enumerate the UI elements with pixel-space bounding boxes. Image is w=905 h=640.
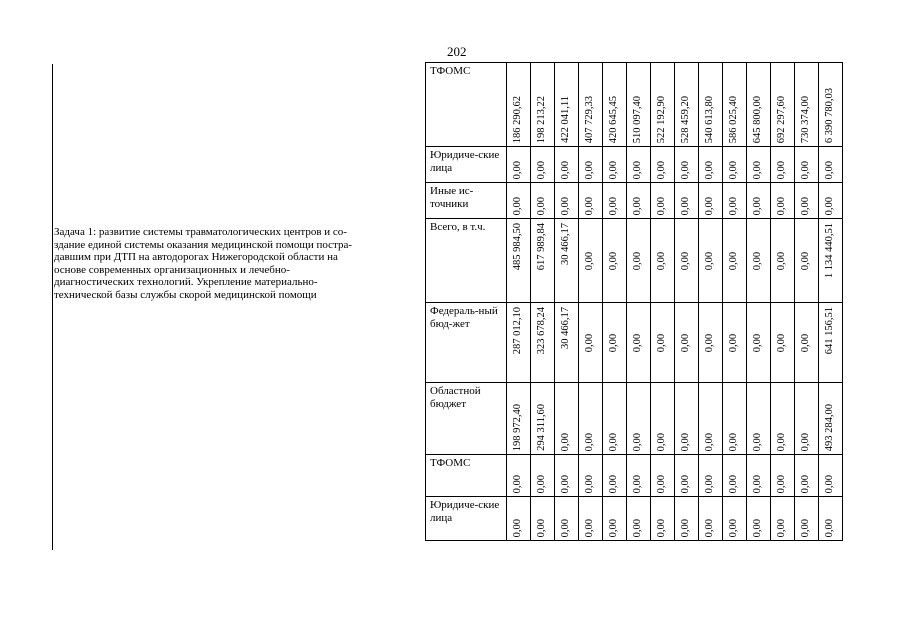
amount-cell [675, 63, 699, 147]
amount-value: 0,00 [584, 474, 595, 493]
funding-source-label: Всего, в т.ч. [426, 219, 507, 303]
amount-value: 0,00 [776, 251, 787, 270]
funding-source-label: Областной бюджет [426, 383, 507, 455]
amount-value: 287 012,10 [512, 307, 523, 355]
amount-cell [555, 183, 579, 219]
amount-value: 323 678,24 [536, 307, 547, 355]
amount-value: 0,00 [560, 432, 571, 451]
amount-value: 0,00 [728, 518, 739, 537]
amount-cell [555, 219, 579, 303]
task-line: здание единой системы оказания медицинской помощи постра- [54, 238, 353, 251]
amount-value: 0,00 [704, 160, 715, 179]
amount-value: 0,00 [680, 251, 691, 270]
amount-cell [675, 383, 699, 455]
amount-value: 0,00 [776, 160, 787, 179]
amount-value: 420 645,45 [608, 95, 619, 143]
left-border-line [52, 64, 53, 550]
amount-cell [747, 455, 771, 497]
funding-source-label: Иные ис-точники [426, 183, 507, 219]
amount-cell [795, 303, 819, 383]
amount-value: 0,00 [608, 333, 619, 352]
amount-value: 0,00 [800, 251, 811, 270]
amount-value: 540 613,80 [704, 95, 715, 143]
amount-cell [699, 383, 723, 455]
amount-value: 0,00 [656, 160, 667, 179]
amount-value: 0,00 [728, 474, 739, 493]
amount-value: 30 466,17 [560, 307, 571, 349]
amount-cell [555, 497, 579, 541]
amount-cell [747, 497, 771, 541]
amount-value: 198 972,40 [512, 403, 523, 451]
amount-value: 0,00 [608, 160, 619, 179]
amount-cell [747, 183, 771, 219]
amount-value: 0,00 [584, 160, 595, 179]
amount-cell [771, 147, 795, 183]
table-row [426, 383, 843, 455]
amount-cell [651, 63, 675, 147]
amount-cell [627, 497, 651, 541]
amount-cell [771, 303, 795, 383]
amount-cell [651, 455, 675, 497]
amount-value: 0,00 [728, 432, 739, 451]
amount-value: 0,00 [584, 333, 595, 352]
amount-cell [627, 183, 651, 219]
amount-cell [723, 63, 747, 147]
amount-cell [819, 303, 843, 383]
amount-value: 0,00 [752, 432, 763, 451]
amount-cell [627, 455, 651, 497]
amount-cell [675, 497, 699, 541]
amount-cell [555, 455, 579, 497]
amount-value: 0,00 [656, 333, 667, 352]
funding-source-label: Юридиче-ские лица [426, 497, 507, 541]
amount-cell [795, 147, 819, 183]
amount-value: 0,00 [728, 333, 739, 352]
amount-value: 0,00 [752, 196, 763, 215]
amount-value: 0,00 [536, 196, 547, 215]
amount-cell [627, 219, 651, 303]
amount-cell [579, 497, 603, 541]
amount-cell [771, 455, 795, 497]
funding-source-label: Федераль-ный бюд-жет [426, 303, 507, 383]
amount-cell [771, 63, 795, 147]
amount-value: 0,00 [656, 518, 667, 537]
amount-cell [627, 383, 651, 455]
task-line: диагностических технологий. Укрепление материально- [54, 276, 318, 289]
amount-cell [507, 455, 531, 497]
amount-cell [795, 183, 819, 219]
amount-cell [531, 303, 555, 383]
amount-value: 0,00 [512, 196, 523, 215]
amount-value: 485 984,50 [512, 223, 523, 271]
amount-cell [819, 219, 843, 303]
amount-cell [507, 147, 531, 183]
amount-value: 0,00 [560, 196, 571, 215]
amount-value: 0,00 [536, 160, 547, 179]
amount-value: 0,00 [800, 160, 811, 179]
amount-cell [795, 63, 819, 147]
amount-cell [795, 383, 819, 455]
table-row [426, 63, 843, 147]
amount-cell [627, 303, 651, 383]
amount-cell [723, 455, 747, 497]
amount-value: 0,00 [752, 160, 763, 179]
amount-cell [579, 383, 603, 455]
page-number: 202 [447, 44, 467, 59]
amount-value: 0,00 [656, 432, 667, 451]
amount-value: 0,00 [728, 196, 739, 215]
amount-cell [579, 147, 603, 183]
amount-cell [603, 147, 627, 183]
table-row [426, 147, 843, 183]
amount-value: 0,00 [608, 251, 619, 270]
amount-value: 0,00 [704, 474, 715, 493]
amount-cell [819, 455, 843, 497]
amount-cell [723, 219, 747, 303]
amount-cell [579, 455, 603, 497]
amount-cell [819, 497, 843, 541]
amount-cell [771, 383, 795, 455]
amount-cell [579, 183, 603, 219]
amount-value: 730 374,00 [800, 95, 811, 143]
amount-value: 0,00 [560, 518, 571, 537]
amount-value: 0,00 [632, 432, 643, 451]
amount-cell [507, 497, 531, 541]
amount-value: 30 466,17 [560, 223, 571, 265]
amount-cell [507, 219, 531, 303]
amount-value: 0,00 [632, 518, 643, 537]
amount-value: 422 041,11 [560, 96, 571, 143]
task-description [54, 226, 422, 302]
amount-value: 0,00 [704, 251, 715, 270]
amount-value: 0,00 [608, 432, 619, 451]
amount-value: 0,00 [560, 160, 571, 179]
amount-value: 0,00 [584, 518, 595, 537]
amount-cell [651, 383, 675, 455]
amount-value: 0,00 [680, 333, 691, 352]
amount-cell [627, 63, 651, 147]
amount-cell [603, 63, 627, 147]
amount-value: 0,00 [824, 518, 835, 537]
amount-cell [531, 497, 555, 541]
amount-cell [723, 497, 747, 541]
amount-cell [723, 303, 747, 383]
amount-value: 0,00 [776, 432, 787, 451]
amount-cell [579, 63, 603, 147]
amount-cell [699, 63, 723, 147]
amount-cell [747, 303, 771, 383]
amount-cell [507, 183, 531, 219]
amount-value: 0,00 [608, 474, 619, 493]
amount-value: 0,00 [512, 518, 523, 537]
amount-value: 0,00 [536, 474, 547, 493]
amount-cell [771, 183, 795, 219]
amount-value: 0,00 [584, 196, 595, 215]
amount-value: 186 290,62 [512, 95, 523, 143]
amount-value: 0,00 [752, 251, 763, 270]
amount-cell [555, 63, 579, 147]
amount-value: 493 284,00 [824, 403, 835, 451]
amount-cell [603, 455, 627, 497]
amount-cell [819, 383, 843, 455]
amount-value: 0,00 [656, 196, 667, 215]
amount-cell [675, 147, 699, 183]
amount-value: 0,00 [776, 196, 787, 215]
amount-value: 0,00 [512, 474, 523, 493]
amount-value: 1 134 440,51 [824, 223, 835, 279]
table-row [426, 303, 843, 383]
amount-value: 0,00 [800, 196, 811, 215]
amount-cell [555, 383, 579, 455]
amount-value: 0,00 [752, 518, 763, 537]
amount-value: 0,00 [800, 518, 811, 537]
amount-value: 0,00 [680, 474, 691, 493]
amount-cell [747, 383, 771, 455]
amount-cell [603, 383, 627, 455]
amount-value: 0,00 [608, 518, 619, 537]
amount-cell [747, 147, 771, 183]
amount-cell [651, 147, 675, 183]
amount-cell [531, 63, 555, 147]
amount-value: 0,00 [776, 518, 787, 537]
amount-value: 0,00 [752, 333, 763, 352]
task-line: Задача 1: развитие системы травматологических центров и со- [54, 226, 347, 238]
amount-value: 0,00 [704, 432, 715, 451]
amount-cell [627, 147, 651, 183]
amount-cell [819, 147, 843, 183]
amount-cell [531, 183, 555, 219]
amount-value: 0,00 [512, 160, 523, 179]
amount-cell [651, 303, 675, 383]
amount-value: 0,00 [800, 474, 811, 493]
amount-value: 0,00 [680, 432, 691, 451]
amount-value: 0,00 [704, 333, 715, 352]
funding-source-label: Юридиче-ские лица [426, 147, 507, 183]
amount-value: 0,00 [800, 333, 811, 352]
amount-value: 0,00 [584, 432, 595, 451]
amount-value: 6 390 780,03 [824, 87, 835, 143]
amount-cell [579, 303, 603, 383]
task-line: технической базы службы скорой медицинской помощи [54, 288, 317, 301]
amount-cell [507, 63, 531, 147]
amount-cell [531, 383, 555, 455]
amount-value: 0,00 [632, 196, 643, 215]
amount-value: 0,00 [704, 196, 715, 215]
amount-cell [603, 183, 627, 219]
amount-value: 0,00 [824, 474, 835, 493]
amount-cell [699, 303, 723, 383]
table-row [426, 183, 843, 219]
amount-value: 0,00 [632, 474, 643, 493]
amount-value: 0,00 [632, 251, 643, 270]
amount-value: 0,00 [728, 160, 739, 179]
amount-cell [699, 455, 723, 497]
amount-value: 0,00 [680, 196, 691, 215]
funding-source-label: ТФОМС [426, 63, 507, 147]
amount-cell [651, 183, 675, 219]
amount-value: 586 025,40 [728, 95, 739, 143]
amount-cell [795, 497, 819, 541]
amount-cell [651, 219, 675, 303]
amount-cell [699, 183, 723, 219]
amount-cell [651, 497, 675, 541]
amount-value: 528 459,20 [680, 95, 691, 143]
amount-cell [603, 219, 627, 303]
amount-cell [603, 497, 627, 541]
amount-value: 0,00 [800, 432, 811, 451]
amount-value: 198 213,22 [536, 95, 547, 143]
amount-value: 0,00 [728, 251, 739, 270]
amount-cell [699, 497, 723, 541]
amount-cell [723, 183, 747, 219]
amount-cell [531, 147, 555, 183]
amount-value: 0,00 [584, 251, 595, 270]
amount-cell [555, 303, 579, 383]
amount-cell [579, 219, 603, 303]
amount-value: 641 156,51 [824, 307, 835, 355]
amount-value: 0,00 [536, 518, 547, 537]
task-line: основе современных организационных и лечебно- [54, 263, 290, 276]
funding-source-label: ТФОМС [426, 455, 507, 497]
amount-cell [723, 383, 747, 455]
amount-value: 0,00 [680, 160, 691, 179]
amount-value: 510 097,40 [632, 95, 643, 143]
table-row [426, 219, 843, 303]
amount-cell [747, 63, 771, 147]
amount-cell [747, 219, 771, 303]
amount-cell [675, 183, 699, 219]
amount-value: 0,00 [680, 518, 691, 537]
amount-cell [699, 219, 723, 303]
amount-value: 0,00 [656, 251, 667, 270]
amount-cell [675, 455, 699, 497]
amount-cell [531, 219, 555, 303]
amount-value: 522 192,90 [656, 95, 667, 143]
amount-value: 0,00 [824, 196, 835, 215]
amount-value: 0,00 [560, 474, 571, 493]
amount-value: 0,00 [656, 474, 667, 493]
amount-cell [555, 147, 579, 183]
amount-cell [507, 383, 531, 455]
amount-cell [507, 303, 531, 383]
table-row [426, 497, 843, 541]
amount-cell [723, 147, 747, 183]
amount-cell [675, 219, 699, 303]
amount-value: 0,00 [632, 333, 643, 352]
funding-table [425, 62, 843, 541]
amount-cell [795, 219, 819, 303]
amount-value: 617 989,84 [536, 223, 547, 271]
amount-cell [771, 497, 795, 541]
amount-value: 0,00 [704, 518, 715, 537]
amount-cell [603, 303, 627, 383]
amount-value: 0,00 [776, 333, 787, 352]
amount-value: 0,00 [776, 474, 787, 493]
amount-cell [531, 455, 555, 497]
amount-value: 294 311,60 [536, 404, 547, 451]
task-line: давшим при ДТП на автодорогах Нижегородской области на [54, 251, 338, 264]
amount-value: 0,00 [824, 160, 835, 179]
amount-value: 407 729,33 [584, 95, 595, 143]
amount-value: 0,00 [608, 196, 619, 215]
amount-value: 0,00 [632, 160, 643, 179]
amount-cell [675, 303, 699, 383]
amount-cell [819, 63, 843, 147]
amount-value: 692 297,60 [776, 95, 787, 143]
amount-value: 645 800,00 [752, 95, 763, 143]
amount-cell [819, 183, 843, 219]
amount-cell [771, 219, 795, 303]
amount-cell [795, 455, 819, 497]
amount-cell [699, 147, 723, 183]
table-row [426, 455, 843, 497]
amount-value: 0,00 [752, 474, 763, 493]
